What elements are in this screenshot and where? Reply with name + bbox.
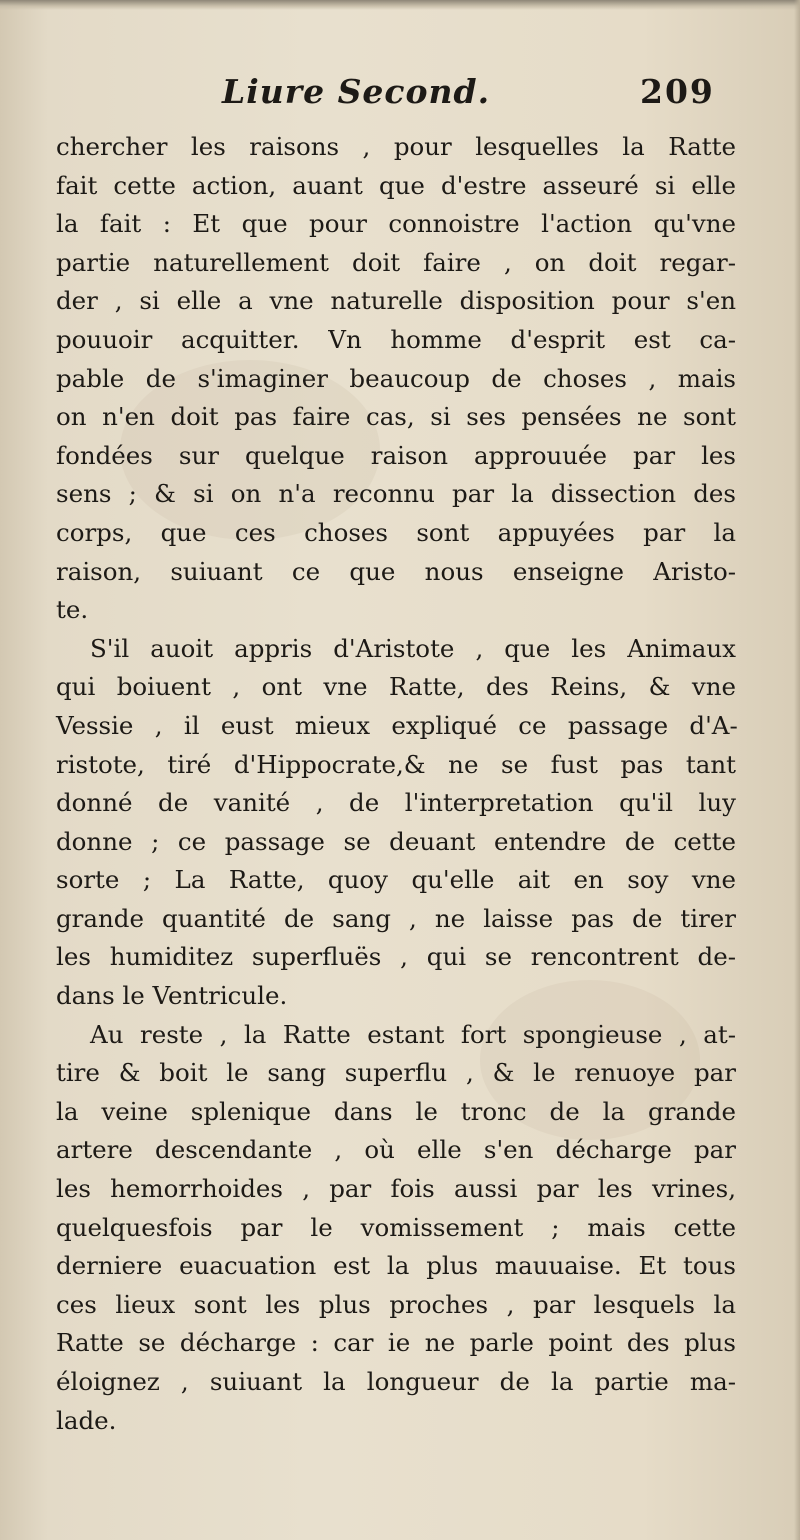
text-line: sens ; & si on n'a reconnu par la dissection des <box>56 479 736 509</box>
text-line: la veine splenique dans le tronc de la grande <box>56 1096 736 1126</box>
paragraph <box>56 128 736 630</box>
text-line: on n'en doit pas faire cas, si ses pensées ne sont <box>56 402 736 432</box>
text-line: grande quantité de sang , ne laisse pas de tirer <box>56 903 736 933</box>
text-line: der , si elle a vne naturelle disposition pour s'en <box>56 286 736 316</box>
text-line: raison, suiuant ce que nous enseigne Aristo- <box>56 556 736 586</box>
text-line: fondées sur quelque raison approuuée par les <box>56 440 736 470</box>
text-line: qui boiuent , ont vne Ratte, des Reins, & vne <box>56 672 736 702</box>
page-right-edge <box>794 0 800 1540</box>
text-line: la fait : Et que pour connoistre l'action qu'vne <box>56 209 736 239</box>
body-text <box>56 128 736 1440</box>
text-line: les hemorrhoides , par fois aussi par les vrines, <box>56 1174 736 1204</box>
text-line: quelquesfois par le vomissement ; mais cette <box>56 1212 736 1242</box>
paragraph <box>56 1016 736 1441</box>
paragraph <box>56 630 736 1016</box>
text-line: Ratte se décharge : car ie ne parle point des plus <box>56 1328 736 1358</box>
text-line: ristote, tiré d'Hippocrate,& ne se fust pas tant <box>56 749 736 779</box>
text-line: pouuoir acquitter. Vn homme d'esprit est ca- <box>56 324 736 354</box>
text-line: artere descendante , où elle s'en décharge par <box>56 1135 736 1165</box>
text-line: derniere euacuation est la plus mauuaise. Et tous <box>56 1251 736 1281</box>
text-line: donne ; ce passage se deuant entendre de cette <box>56 826 736 856</box>
text-line: ces lieux sont les plus proches , par lesquels la <box>56 1289 736 1319</box>
text-line: lade. <box>56 1405 117 1435</box>
text-line: corps, que ces choses sont appuyées par la <box>56 517 736 547</box>
running-head <box>0 68 800 120</box>
text-line: partie naturellement doit faire , on doit regar- <box>56 247 736 277</box>
page-number: 209 <box>640 72 715 111</box>
text-line: donné de vanité , de l'interpretation qu'il luy <box>56 788 736 818</box>
page-top-edge <box>0 0 800 10</box>
text-line: S'il auoit appris d'Aristote , que les Animaux <box>90 633 736 663</box>
text-line: te. <box>56 595 89 625</box>
text-line: dans le Ventricule. <box>56 981 288 1011</box>
text-line: fait cette action, auant que d'estre asseuré si elle <box>56 170 736 200</box>
text-line: les humiditez superfluës , qui se rencontrent de- <box>56 942 736 972</box>
text-line: éloignez , suiuant la longueur de la partie ma- <box>56 1367 736 1396</box>
text-line: chercher les raisons , pour lesquelles la Ratte <box>56 132 736 161</box>
text-line: sorte ; La Ratte, quoy qu'elle ait en soy vne <box>56 865 736 895</box>
text-line: tire & boit le sang superflu , & le renuoye par <box>56 1058 736 1088</box>
text-line: Au reste , la Ratte estant fort spongieuse , at- <box>90 1019 736 1049</box>
running-title: Liure Second. <box>222 72 491 111</box>
text-line: pable de s'imaginer beaucoup de choses , mais <box>56 363 736 393</box>
text-line: Vessie , il eust mieux expliqué ce passage d'A- <box>56 710 736 740</box>
